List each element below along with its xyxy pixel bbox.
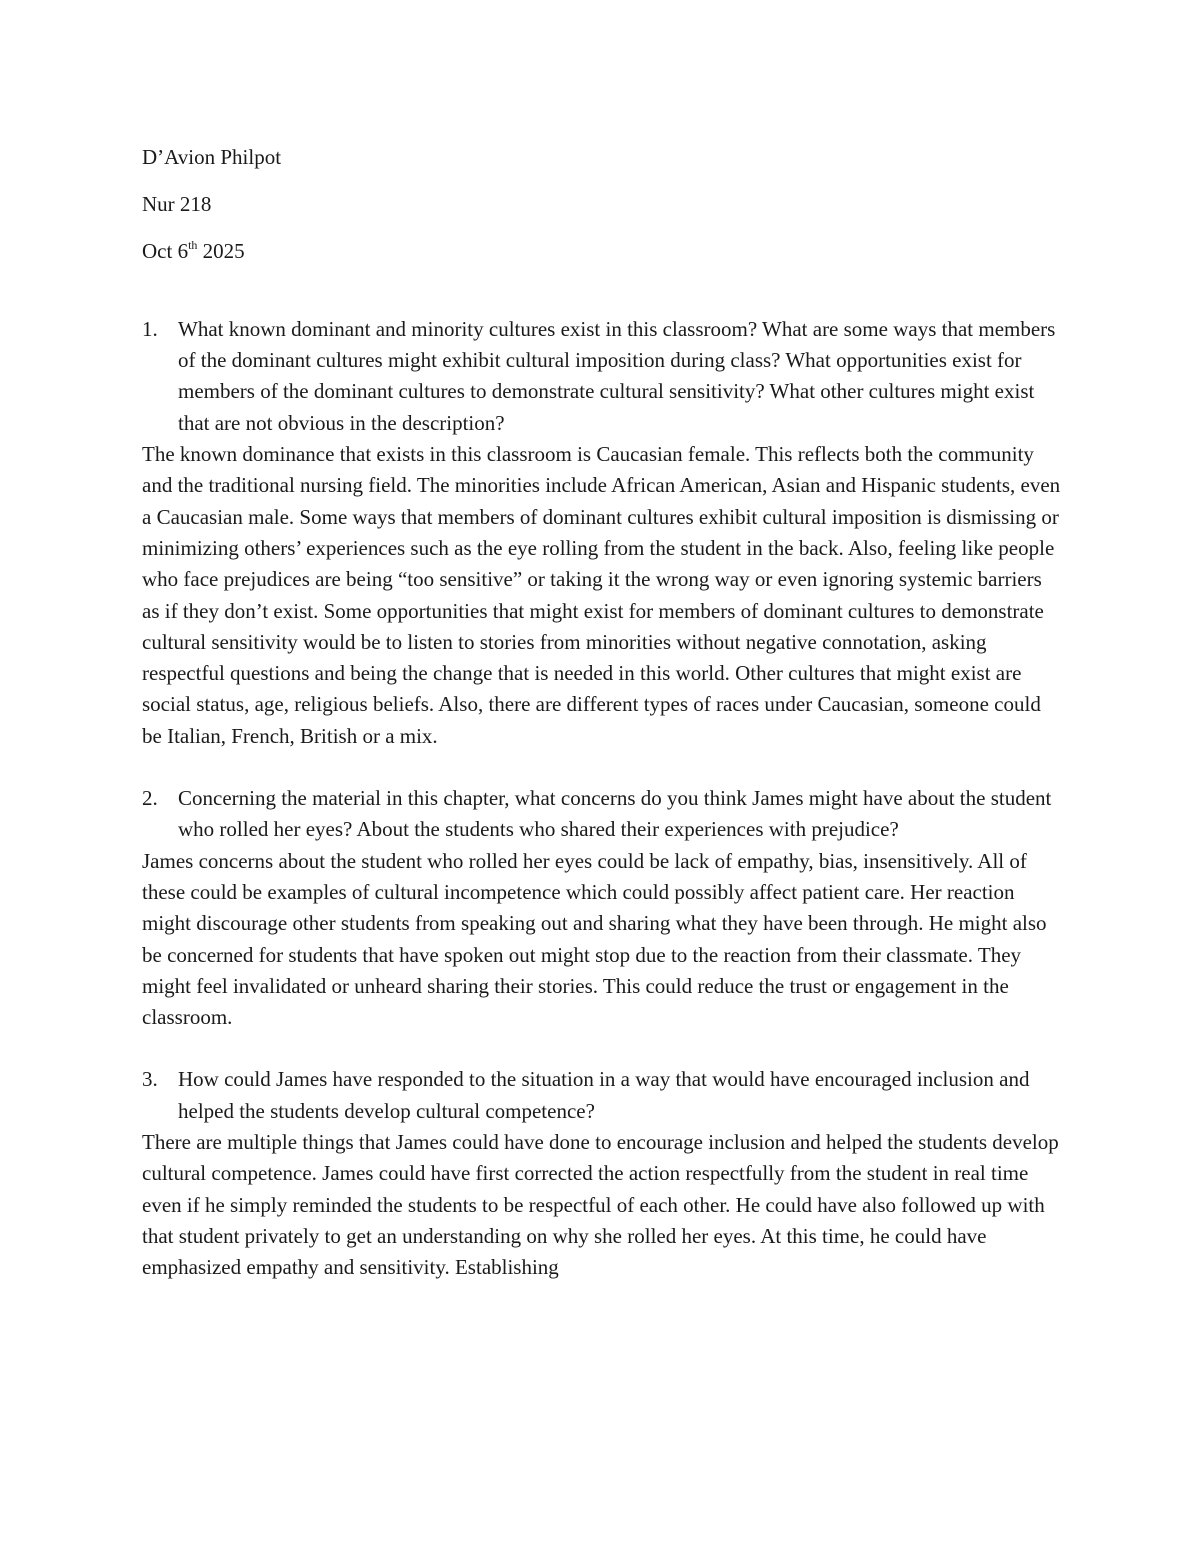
course-code: Nur 218 — [142, 191, 212, 216]
date-ordinal-suffix: th — [188, 237, 198, 252]
question-text: What known dominant and minority cultures exist in this classroom? What are some ways that members of the dominant cultures might exhibit cultural imposition during class? What opportunities exist for members of the dominant cultures to demonstrate cultural sensitivity? What other cultures might exist that are not obvious in the description? — [178, 316, 1056, 435]
question-1 — [142, 314, 1062, 439]
document-header — [142, 142, 1062, 267]
question-number: 1. — [142, 316, 158, 341]
answer-3: There are multiple things that James could have done to encourage inclusion and helped the students develop cultural competence. James could have first corrected the action respectfully from the student in real time even if he simply reminded the students to be respectful of each other. He could have also followed up with that student privately to get an understanding on why she rolled her eyes. At this time, he could have emphasized empathy and sensitivity. Establishing — [142, 1130, 1059, 1280]
question-number: 2. — [142, 786, 158, 811]
date-month-day: Oct 6 — [142, 238, 189, 263]
document-date — [142, 236, 1062, 267]
question-number: 3. — [142, 1067, 158, 1092]
question-3 — [142, 1064, 1062, 1127]
author-name: D’Avion Philpot — [142, 145, 282, 169]
question-text: How could James have responded to the situation in a way that would have encouraged inclusion and helped the students develop cultural competence? — [178, 1067, 1030, 1123]
question-block-1 — [142, 314, 1062, 752]
document-body — [142, 142, 1062, 1284]
question-text: Concerning the material in this chapter, what concerns do you think James might have about the student who rolled her eyes? About the students who shared their experiences with prejudice? — [178, 786, 1052, 842]
question-block-2 — [142, 783, 1062, 1033]
question-block-3 — [142, 1064, 1062, 1283]
date-year: 2025 — [197, 238, 245, 263]
answer-1: The known dominance that exists in this classroom is Caucasian female. This reflects both the community and the traditional nursing field. The minorities include African American, Asian and Hispanic students, even a Caucasian male. Some ways that members of dominant cultures exhibit cultural imposition is dismissing or minimizing others’ experiences such as the eye rolling from the student in the back. Also, feeling like people who face prejudices are being “too sensitive” or taking it the wrong way or even ignoring systemic barriers as if they don’t exist. Some opportunities that might exist for members of dominant cultures to demonstrate cultural sensitivity would be to listen to stories from minorities without negative connotation, asking respectful questions and being the change that is needed in this world. Other cultures that might exist are social status, age, religious beliefs. Also, there are different types of races under Caucasian, someone could be Italian, French, British or a mix. — [142, 442, 1061, 748]
question-2 — [142, 783, 1062, 846]
answer-2: James concerns about the student who rolled her eyes could be lack of empathy, bias, insensitively. All of these could be examples of cultural incompetence which could possibly affect patient care. Her reaction might discourage other students from speaking out and sharing what they have been through. He might also be concerned for students that have spoken out might stop due to the reaction from their classmate. They might feel invalidated or unheard sharing their stories. This could reduce the trust or engagement in the classroom. — [142, 848, 1047, 1030]
